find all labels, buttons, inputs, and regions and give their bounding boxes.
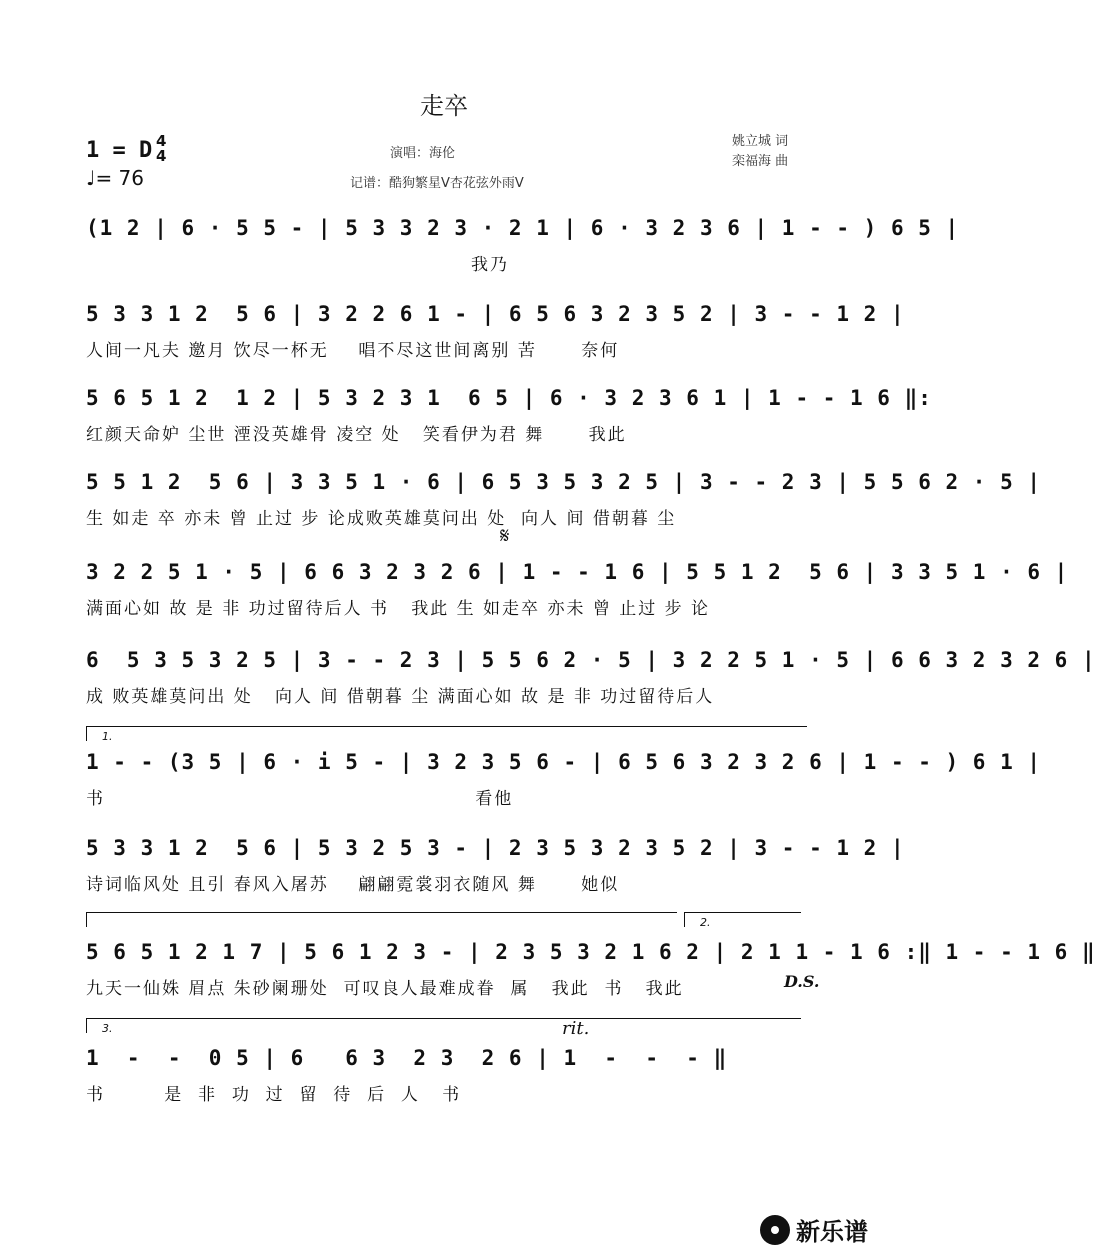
score-row bbox=[86, 554, 1069, 619]
score-row bbox=[86, 744, 1042, 809]
quarter-note-icon: ♩ bbox=[86, 166, 96, 190]
time-signature-bottom: 4 bbox=[156, 147, 167, 165]
volta-bracket-main bbox=[86, 912, 677, 927]
volta-bracket-3 bbox=[86, 1018, 801, 1033]
notation-line: 5 5 1 2 5 6 | 3 3 5 1 · 6 | 6 5 3 5 3 2 5 | 3 - - 2 3 | 5 5 6 2 · 5 | bbox=[86, 470, 1042, 494]
site-logo bbox=[760, 1212, 868, 1247]
score-row bbox=[86, 210, 960, 275]
ritardando-marking: rit. bbox=[562, 1018, 590, 1039]
notation-line: 5 3 3 1 2 5 6 | 5 3 2 5 3 - | 2 3 5 3 2 3 5 2 | 3 - - 1 2 | bbox=[86, 836, 905, 860]
tempo-value: = 76 bbox=[95, 166, 145, 190]
lyrics-line: 人间一凡夫 邀月 饮尽一杯无 唱不尽这世间离别 苦 奈何 bbox=[86, 341, 620, 361]
author-credits bbox=[732, 132, 788, 172]
dal-segno-marking: D.S. bbox=[784, 972, 820, 991]
lyrics-line: 诗词临风处 且引 春风入屠苏 翩翩霓裳羽衣随风 舞 她似 bbox=[86, 875, 620, 895]
score-row bbox=[86, 934, 1096, 999]
lyrics-line: 九天一仙姝 眉点 朱砂阑珊处 可叹良人最难成眷 属 我此 书 我此 bbox=[86, 979, 684, 999]
notation-line: 1 - - (3 5 | 6 · i 5 - | 3 2 3 5 6 - | 6 5 6 3 2 3 2 6 | 1 - - ) 6 1 | bbox=[86, 750, 1042, 774]
lyrics-line: 满面心如 故 是 非 功过留待后人 书 我此 生 如走卒 亦未 曾 止过 步 论 bbox=[86, 599, 711, 619]
volta-label-3: 3. bbox=[102, 1022, 113, 1035]
lyrics-line: 红颜天命妒 尘世 湮没英雄骨 凌空 处 笑看伊为君 舞 我此 bbox=[86, 425, 627, 445]
lyrics-line: 成 败英雄莫问出 处 向人 间 借朝暮 尘 满面心如 故 是 非 功过留待后人 bbox=[86, 687, 715, 707]
notation-line: 1 - - 0 5 | 6 6 3 2 3 2 6 | 1 - - - ‖ bbox=[86, 1046, 728, 1070]
volta-label-2: 2. bbox=[700, 916, 711, 929]
notation-line: 5 6 5 1 2 1 2 | 5 3 2 3 1 6 5 | 6 · 3 2 3 6 1 | 1 - - 1 6 ‖: bbox=[86, 386, 932, 410]
logo-text: 新乐谱 bbox=[796, 1218, 868, 1246]
volta-bracket-1 bbox=[86, 726, 807, 741]
notation-line: 5 6 5 1 2 1 7 | 5 6 1 2 3 - | 2 3 5 3 2 1 6 2 | 2 1 1 - 1 6 :‖ 1 - - 1 6 ‖ bbox=[86, 940, 1096, 964]
singer-credit: 演唱：海伦 bbox=[390, 146, 456, 161]
composer-credit: 栾福海 曲 bbox=[732, 154, 789, 169]
lyrics-line: 生 如走 卒 亦未 曾 止过 步 论成败英雄莫问出 处 向人 间 借朝暮 尘 bbox=[86, 509, 677, 529]
score-row bbox=[86, 642, 1096, 707]
lyrics-line: 书 看他 bbox=[86, 789, 514, 809]
notation-line: 3 2 2 5 1 · 5 | 6 6 3 2 3 2 6 | 1 - - 1 6 | 5 5 1 2 5 6 | 3 3 5 1 · 6 | bbox=[86, 560, 1069, 584]
record-disc-icon bbox=[760, 1215, 790, 1245]
lyrics-line: 书 是 非 功 过 留 待 后 人 书 bbox=[86, 1085, 462, 1105]
time-signature bbox=[156, 134, 166, 164]
volta-label-1: 1. bbox=[102, 730, 113, 743]
notation-line: 5 3 3 1 2 5 6 | 3 2 2 6 1 - | 6 5 6 3 2 3 5 2 | 3 - - 1 2 | bbox=[86, 302, 905, 326]
key-signature: 1 = D bbox=[86, 138, 153, 163]
song-title: 走卒 bbox=[420, 92, 468, 120]
score-row bbox=[86, 380, 932, 445]
notation-line: 6 5 3 5 3 2 5 | 3 - - 2 3 | 5 5 6 2 · 5 | 3 2 2 5 1 · 5 | 6 6 3 2 3 2 6 | bbox=[86, 648, 1096, 672]
score-row bbox=[86, 464, 1042, 529]
tempo-marking bbox=[86, 166, 144, 190]
score-row bbox=[86, 830, 905, 895]
time-signature-top: 4 bbox=[156, 132, 167, 150]
notation-line: (1 2 | 6 · 5 5 - | 5 3 3 2 3 · 2 1 | 6 · 3 2 3 6 | 1 - - ) 6 5 | bbox=[86, 216, 960, 240]
segno-icon: 𝄋 bbox=[500, 524, 510, 549]
score-row bbox=[86, 296, 905, 361]
lyrics-line: 我乃 bbox=[86, 255, 509, 275]
score-row bbox=[86, 1040, 806, 1104]
transcriber-credit: 记谱：酷狗繁星V杏花弦外雨V bbox=[350, 176, 524, 191]
lyricist-credit: 姚立城 词 bbox=[732, 134, 789, 149]
